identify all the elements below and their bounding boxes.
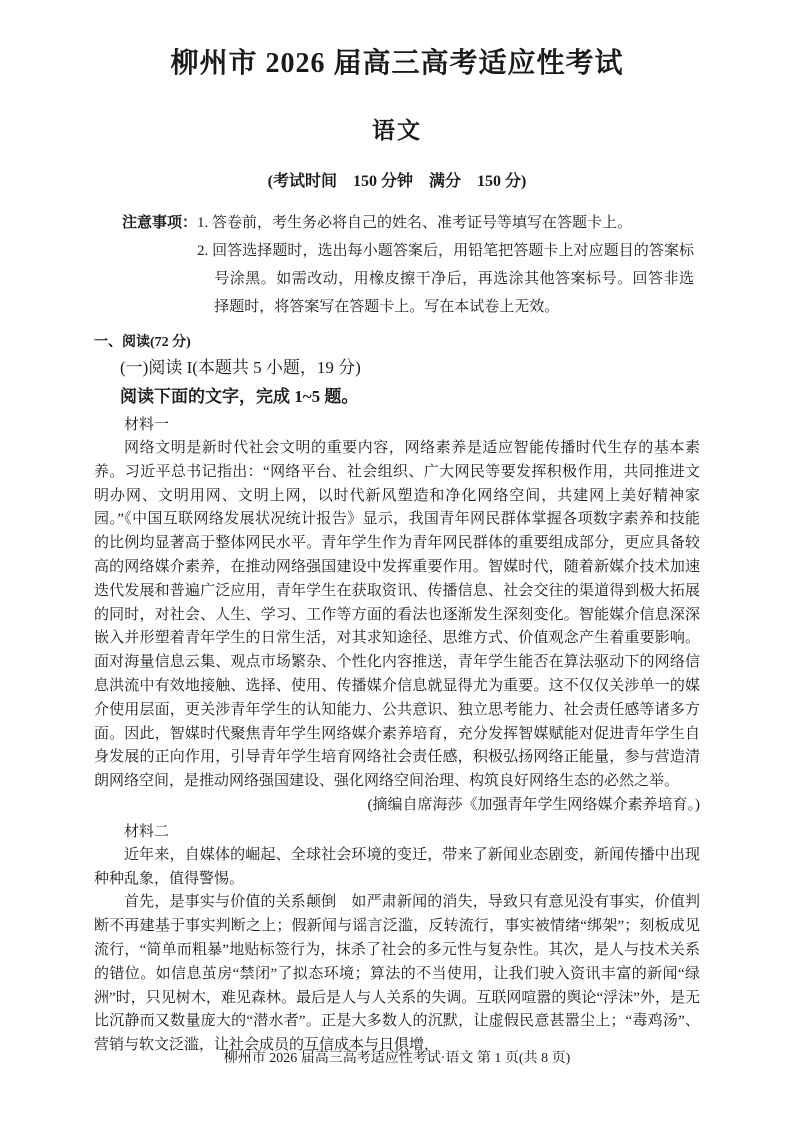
exam-title: 柳州市 2026 届高三高考适应性考试 [170,48,624,79]
material-1-paragraph: 网络文明是新时代社会文明的重要内容，网络素养是适应智能传播时代生存的基本素养。习近平总书记指出：“网络平台、社会组织、广大网民等要发挥积极作用，共同推进文明办网、文明用网、文明上网，以时代新风塑造和净化网络空间，共建网上美好精神家园。”《中国互联网络发展状况统计报告》显示，我国青年网民群体掌握各项数字素养和技能的比例均显著高于整体网民水平。青年学生作为青年网民群体的重要组成部分，更应具备较高的网络媒介素养，在推动网络强国建设中发挥重要作用。智媒时代，随着新媒介技术加速迭代发展和普遍广泛应用，青年学生在获取资讯、传播信息、社会交往的渠道得到极大拓展的同时，对社会、人生、学习、工作等方面的看法也逐渐发生深刻变化。智能媒介信息深深嵌入并形塑着青年学生的日常生活，对其求知途径、思维方式、价值观念产生着重要影响。面对海量信息云集、观点市场繁杂、个性化内容推送，青年学生能否在算法驱动下的网络信息洪流中有效地接触、选择、使用、传播媒介信息就显得尤为重要。这不仅仅关涉单一的媒介使用层面，更关涉青年学生的认知能力、公共意识、独立思考能力、社会责任感等诸多方面。因此，智媒时代聚焦青年学生网络媒介素养培育，充分发挥智媒赋能对促进青年学生自身发展的正向作用，引导青年学生培育网络社会责任感，积极弘扬网络正能量，参与营造清朗网络空间，是推动网络强国建设、强化网络空间治理、构筑良好网络生态的必然之举。 [94,440,700,790]
exam-time-score-info: (考试时间 150 分钟 满分 150 分) [267,173,527,190]
notice-block [122,209,694,321]
material-1-attribution: (摘编自席海莎《加强青年学生网络媒介素养培育。) [367,796,700,813]
material-1-label: 材料一 [124,417,170,433]
reading-section [94,333,700,1058]
material-2-label: 材料二 [124,823,170,840]
page-footer: 柳州市 2026 届高三高考适应性考试·语文 第 1 页(共 8 页) [223,1051,571,1066]
material-2-paragraph-2: 首先，是事实与价值的关系颠倒 如严肃新闻的消失，导致只有意见没有事实，价值判断不再建基于事实判断之上；假新闻与谣言泛滥，反转流行，事实被情绪“绑架”；刻板成见流行，“简单而粗暴”地贴标签行为，抹杀了社会的多元性与复杂性。其次，是人与技术关系的错位。如信息茧房“禁闭”了拟态环境；算法的不当使用，让我们驶入资讯丰富的新闻“绿洲”时，只见树木，难见森林。最后是人与人关系的失调。互联网喧嚣的舆论“浮沫”外，是无比沉静而又数量庞大的“潜水者”。正是大多数人的沉默，让虚假民意甚嚣尘上；“毒鸡汤”、营销与软文泛滥，让社会成员的互信成本与日俱增， [94,894,700,1054]
notice-item-2: 2. 回答选择题时，选出每小题答案后，用铅笔把答题卡上对应题目的答案标号涂黑。如需改动，用橡皮擦干净后，再选涂其他答案标号。回答非选择题时，将答案写在答题卡上。写在本试卷上无效。 [197,243,694,315]
exam-subject: 语文 [372,118,422,143]
subsection-heading: (一)阅读 I(本题共 5 小题，19 分) [120,358,361,377]
notice-items [197,209,694,321]
material-2-paragraph-1: 近年来，自媒体的崛起、全球社会环境的变迁，带来了新闻业态剧变，新闻传播中出现种种乱象，值得警惕。 [94,846,700,887]
notice-label: 注意事项： [122,215,198,231]
section-heading: 一、阅读(72 分) [94,335,191,350]
notice-item-1: 1. 答卷前，考生务必将自己的姓名、准考证号等填写在答题卡上。 [197,215,633,231]
reading-instruction: 阅读下面的文字，完成 1~5 题。 [120,387,359,406]
